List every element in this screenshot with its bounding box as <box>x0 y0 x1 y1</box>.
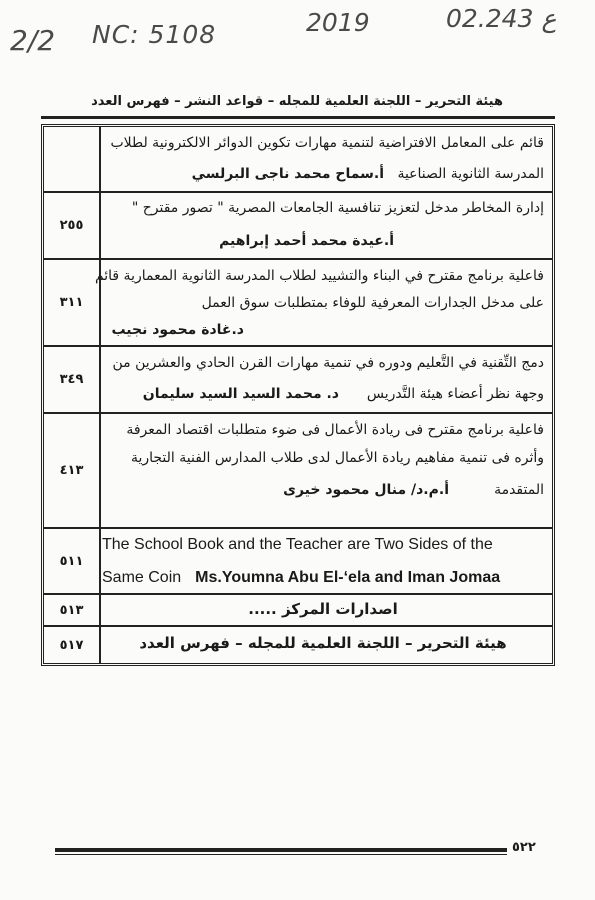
toc-title-line: فاعلية برنامج مقترح في البناء والتشييد لطلاب المدرسة الثانوية المعمارية قائم <box>94 268 544 284</box>
toc-row <box>44 595 552 627</box>
handwritten-year: 2019 <box>306 8 370 37</box>
toc-page-number: ٣٤٩ <box>44 347 101 412</box>
toc-page-number: ٣١١ <box>44 260 101 345</box>
toc-title-line: The School Book and the Teacher are Two Sides of the <box>102 536 493 553</box>
toc-page-number: ٥١١ <box>44 529 101 593</box>
toc-page-number: ٥١٣ <box>44 595 101 625</box>
toc-row <box>44 347 552 414</box>
toc-page-number: ٥١٧ <box>44 627 101 663</box>
handwritten-page-ref: 2/2 <box>10 24 56 57</box>
toc-entry <box>94 260 544 345</box>
toc-title-line: وأثره فى تنمية مفاهيم ريادة الأعمال لدى طلاب المدارس الفنية التجارية <box>130 450 544 466</box>
toc-title-line: على مدخل الجدارات المعرفية للوفاء بمتطلبات سوق العمل <box>201 295 544 311</box>
toc-entry <box>102 347 544 412</box>
table-of-contents <box>41 124 555 666</box>
toc-title-line: إدارة المخاطر مدخل لتعزيز تنافسية الجامعات المصرية " تصور مقترح " <box>131 200 544 216</box>
toc-title-line: وجهة نظر أعضاء هيئة التَّدريس <box>366 386 544 402</box>
toc-row <box>44 414 552 529</box>
toc-page-number: ٤١٣ <box>44 414 101 527</box>
footer-rule-thin <box>55 854 507 855</box>
toc-entry <box>102 595 544 625</box>
toc-row <box>44 529 552 595</box>
toc-title-line: المتقدمة <box>494 482 544 498</box>
toc-entry <box>102 627 544 663</box>
toc-author: د. محمد السيد السيد سليمان <box>142 386 339 402</box>
toc-row <box>44 127 552 193</box>
toc-page-number <box>44 127 101 191</box>
toc-row <box>44 193 552 260</box>
toc-title-line <box>102 569 500 587</box>
toc-entry <box>102 193 544 258</box>
toc-title-line: دمج التِّقنية في التَّعليم ودوره في تنمية مهارات القرن الحادي والعشرين من <box>112 355 544 371</box>
toc-author: د.غادة محمود نجيب <box>111 322 244 338</box>
toc-author: Ms.Youmna Abu El-‘ela and Iman Jomaa <box>195 569 501 586</box>
handwritten-code: NC: 5108 <box>92 20 217 49</box>
header-rule <box>41 116 555 119</box>
footer-rule-thick <box>55 848 507 852</box>
toc-title-line: المدرسة الثانوية الصناعية <box>397 166 544 182</box>
toc-author: أ.م.د/ منال محمود خيرى <box>283 482 449 498</box>
toc-entry <box>102 414 544 527</box>
toc-entry <box>102 127 544 191</box>
toc-title-line: فاعلية برنامج مقترح فى ريادة الأعمال فى ضوء متطلبات اقتصاد المعرفة <box>126 422 544 438</box>
toc-author: أ.عيدة محمد أحمد إبراهيم <box>219 233 394 249</box>
toc-entry <box>102 529 544 593</box>
toc-section-title: اصدارات المركز ..... <box>248 600 398 618</box>
toc-section-title: هيئة التحرير – اللجنة العلمية للمجله – فهرس العدد <box>139 634 507 652</box>
handwritten-number: 02.243 ع <box>446 4 557 33</box>
page-number: ٥٢٢ <box>512 840 536 855</box>
toc-row <box>44 260 552 347</box>
toc-title-line: Same Coin <box>102 569 182 586</box>
toc-author: أ.سماح محمد ناجى البرلسي <box>191 166 384 182</box>
toc-title-line: قائم على المعامل الافتراضية لتنمية مهارات تكوين الدوائر الالكترونية لطلاب <box>110 135 544 151</box>
toc-row <box>44 627 552 663</box>
toc-page-number: ٢٥٥ <box>44 193 101 258</box>
running-header: هيئة التحرير – اللجنة العلمية للمجله – قواعد النشر – فهرس العدد <box>91 94 503 109</box>
